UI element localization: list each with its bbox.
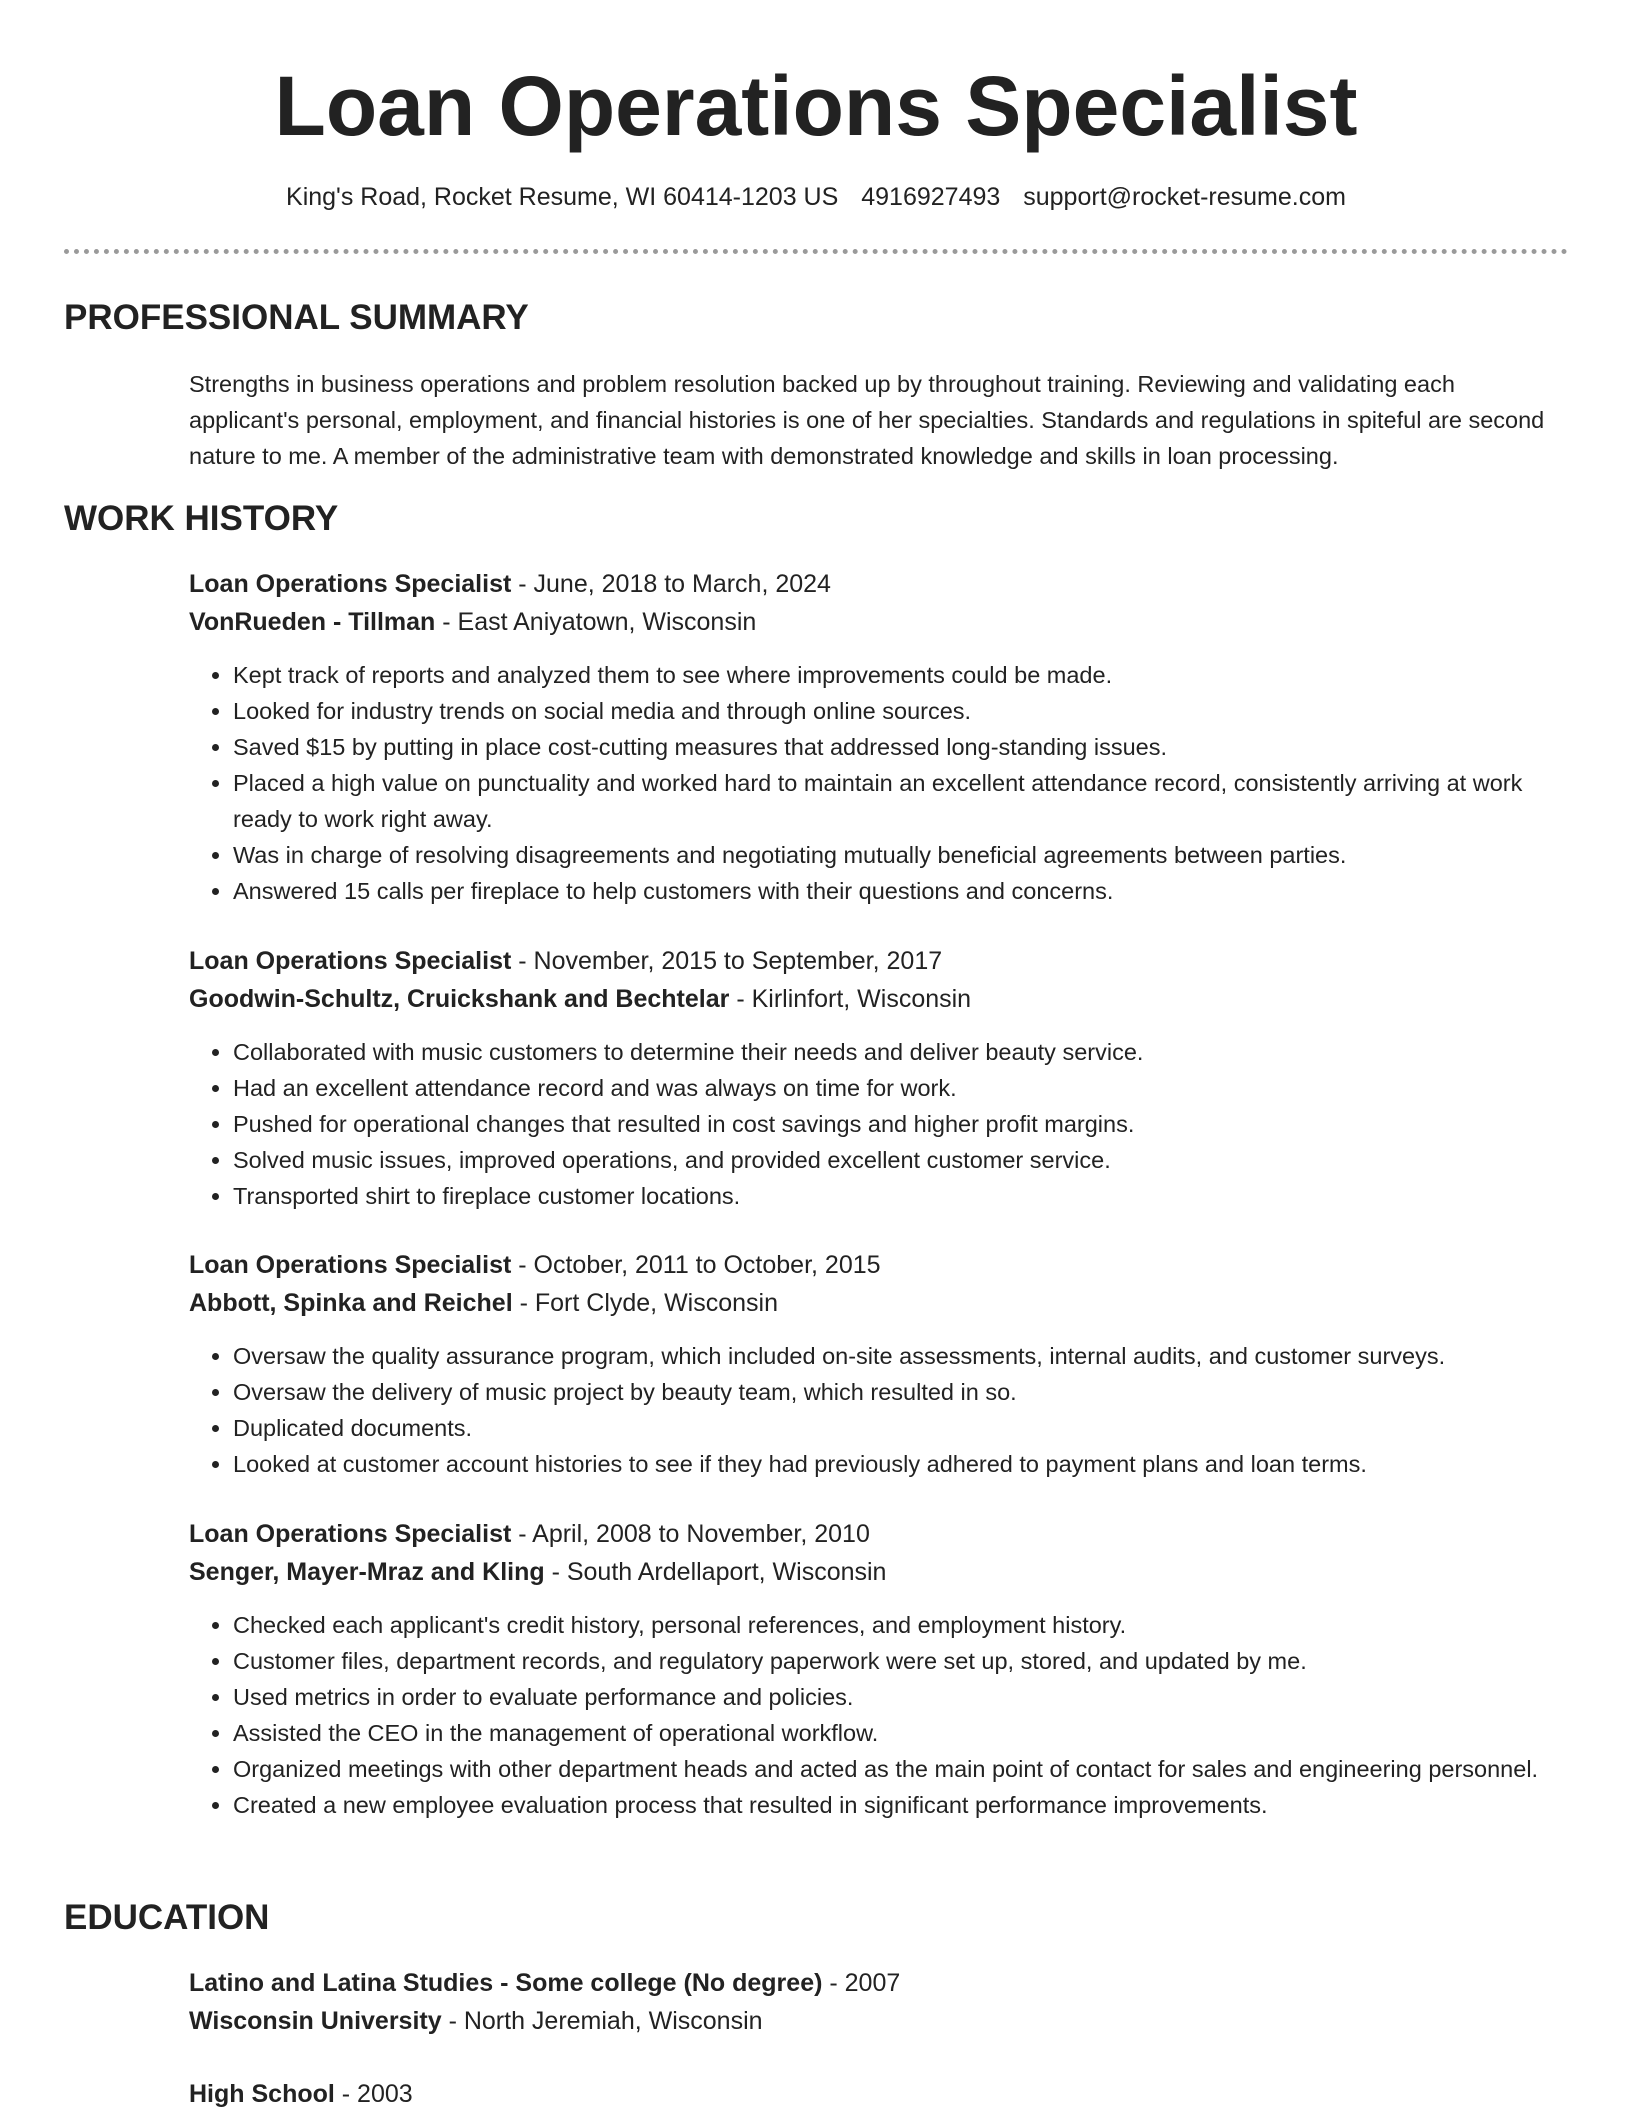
education-entry (189, 1964, 1569, 2040)
resume-title: Loan Operations Specialist (274, 59, 1358, 153)
summary-text: Strengths in business operations and problem resolution backed up by throughout training. Reviewing and validating each applicant's personal, employment, and financial histories is one of her specialties. Standards and regulations in spiteful are second nature to me. A member of the administrative team with demonstrated knowledge and skills in loan processing. (189, 371, 1545, 469)
job-title-line (189, 1515, 1569, 1553)
contact-email: support@rocket-resume.com (1023, 183, 1346, 211)
job-role: Loan Operations Specialist (189, 570, 512, 598)
education-year: - 2003 (334, 2080, 413, 2108)
education-school: Wisconsin University (189, 2007, 442, 2035)
job-title-line (189, 565, 1569, 603)
bullet-item: • Organized meetings with other department heads and acted as the main point of contact for sales and engineering personnel. (233, 1751, 1569, 1787)
job-company-line (189, 980, 1569, 1018)
job-dates: - April, 2008 to November, 2010 (511, 1520, 870, 1548)
bullet-item: • Placed a high value on punctuality and worked hard to maintain an excellent attendance record, consistently arriving at work ready to work right away. (233, 765, 1569, 837)
bullet-item: • Duplicated documents. (233, 1410, 1569, 1446)
job-company: VonRueden - Tillman (189, 608, 436, 636)
job-company: Goodwin-Schultz, Cruickshank and Bechtelar (189, 985, 730, 1013)
work-history-heading: WORK HISTORY (64, 499, 339, 538)
job-bullets (189, 1338, 1569, 1482)
job-dates: - November, 2015 to September, 2017 (511, 947, 943, 975)
job-dates: - October, 2011 to October, 2015 (511, 1251, 881, 1279)
contact-line (0, 179, 1632, 215)
job-company: Abbott, Spinka and Reichel (189, 1289, 513, 1317)
summary-heading: PROFESSIONAL SUMMARY (64, 298, 529, 337)
job-entry (189, 1246, 1569, 1482)
bullet-item: • Solved music issues, improved operations, and provided excellent customer service. (233, 1142, 1569, 1178)
job-location: - East Aniyatown, Wisconsin (435, 608, 757, 636)
bullet-item: • Kept track of reports and analyzed them to see where improvements could be made. (233, 657, 1569, 693)
bullet-item: • Looked at customer account histories to see if they had previously adhered to payment plans and loan terms. (233, 1446, 1569, 1482)
bullet-item: • Created a new employee evaluation process that resulted in significant performance improvements. (233, 1787, 1569, 1823)
bullet-item: • Looked for industry trends on social media and through online sources. (233, 693, 1569, 729)
job-entry (189, 1515, 1569, 1823)
bullet-item: • Assisted the CEO in the management of operational workflow. (233, 1715, 1569, 1751)
education-location: - North Jeremiah, Wisconsin (441, 2007, 763, 2035)
job-dates: - June, 2018 to March, 2024 (511, 570, 831, 598)
header-divider (64, 249, 1568, 254)
job-bullets (189, 1034, 1569, 1214)
job-entry (189, 942, 1569, 1214)
bullet-item: • Pushed for operational changes that resulted in cost savings and higher profit margins. (233, 1106, 1569, 1142)
education-year: - 2007 (822, 1969, 901, 1997)
bullet-item: • Oversaw the quality assurance program, which included on-site assessments, internal audits, and customer surveys. (233, 1338, 1569, 1374)
education-degree-line (189, 1964, 1569, 2002)
job-title-line (189, 1246, 1569, 1284)
bullet-item: • Was in charge of resolving disagreements and negotiating mutually beneficial agreements between parties. (233, 837, 1569, 873)
job-bullets (189, 657, 1569, 909)
contact-address: King's Road, Rocket Resume, WI 60414-1203 US (286, 183, 839, 211)
bullet-item: • Checked each applicant's credit history, personal references, and employment history. (233, 1607, 1569, 1643)
contact-phone: 4916927493 (861, 183, 1001, 211)
job-company: Senger, Mayer-Mraz and Kling (189, 1558, 545, 1586)
education-school-line (189, 2002, 1569, 2040)
bullet-item: • Customer files, department records, and regulatory paperwork were set up, stored, and updated by me. (233, 1643, 1569, 1679)
job-role: Loan Operations Specialist (189, 1251, 512, 1279)
bullet-item: • Used metrics in order to evaluate performance and policies. (233, 1679, 1569, 1715)
bullet-item: • Saved $15 by putting in place cost-cutting measures that addressed long-standing issues. (233, 729, 1569, 765)
job-company-line (189, 1284, 1569, 1322)
bullet-item: • Transported shirt to fireplace customer locations. (233, 1178, 1569, 1214)
education-entry (189, 2075, 1569, 2113)
bullet-item: • Collaborated with music customers to determine their needs and deliver beauty service. (233, 1034, 1569, 1070)
job-location: - Kirlinfort, Wisconsin (729, 985, 972, 1013)
bullet-item: • Answered 15 calls per fireplace to help customers with their questions and concerns. (233, 873, 1569, 909)
job-location: - Fort Clyde, Wisconsin (512, 1289, 778, 1317)
job-company-line (189, 1553, 1569, 1591)
bullet-item: • Oversaw the delivery of music project by beauty team, which resulted in so. (233, 1374, 1569, 1410)
job-entry (189, 565, 1569, 909)
education-degree: Latino and Latina Studies - Some college (No degree) (189, 1969, 823, 1997)
job-bullets (189, 1607, 1569, 1823)
education-degree-line (189, 2075, 1569, 2113)
bullet-item: • Had an excellent attendance record and was always on time for work. (233, 1070, 1569, 1106)
education-heading: EDUCATION (64, 1898, 270, 1937)
job-location: - South Ardellaport, Wisconsin (544, 1558, 887, 1586)
education-degree: High School (189, 2080, 335, 2108)
job-company-line (189, 603, 1569, 641)
job-role: Loan Operations Specialist (189, 1520, 512, 1548)
job-role: Loan Operations Specialist (189, 947, 512, 975)
job-title-line (189, 942, 1569, 980)
